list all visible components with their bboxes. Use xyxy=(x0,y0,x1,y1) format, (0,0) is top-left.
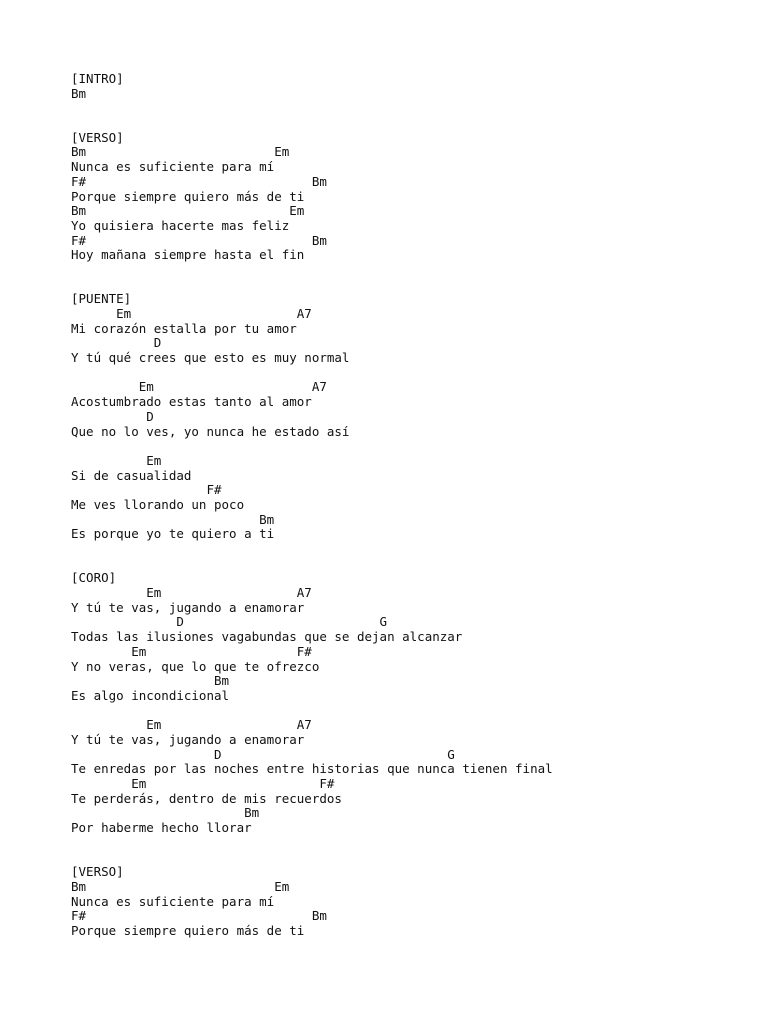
lyric-line: Y tú qué crees que esto es muy normal xyxy=(71,350,350,366)
blank-line xyxy=(71,850,751,865)
section-heading: [PUENTE] xyxy=(71,291,132,307)
chord-line: Em F# xyxy=(71,776,335,791)
lyric-line: Es algo incondicional xyxy=(71,687,230,703)
section-heading: [VERSO] xyxy=(71,864,124,880)
blank-line xyxy=(71,366,751,381)
lyric-line: Nunca es suficiente para mí xyxy=(71,893,275,909)
lyric-line: Mi corazón estalla por tu amor xyxy=(71,320,297,336)
blank-line xyxy=(71,557,751,572)
blank-line xyxy=(71,836,751,851)
lyric-line: Te perderás, dentro de mis recuerdos xyxy=(71,790,342,806)
chord-line: F# Bm xyxy=(71,232,327,248)
lyric-line: Me ves llorando un poco xyxy=(71,496,245,512)
lyric-line: Acostumbrado estas tanto al amor xyxy=(71,394,312,410)
chord-line: Bm xyxy=(71,511,275,527)
blank-line xyxy=(71,542,751,557)
chord-line: Em F# xyxy=(71,643,312,659)
chord-line: Em A7 xyxy=(71,306,312,321)
lyric-line: Porque siempre quiero más de ti xyxy=(71,188,305,204)
lyric-line: Te enredas por las noches entre historias que nunca tienen final xyxy=(71,761,553,777)
lyric-line: Que no lo ves, yo nunca he estado así xyxy=(71,423,350,439)
lyric-line: Todas las ilusiones vagabundas que se dejan alcanzar xyxy=(71,629,463,645)
blank-line xyxy=(71,101,751,116)
blank-line xyxy=(71,439,751,454)
chord-line: D G xyxy=(71,614,388,630)
chord-line: Em A7 xyxy=(71,379,327,395)
chord-line: Bm xyxy=(71,805,260,821)
lyric-line: Porque siempre quiero más de ti xyxy=(71,922,305,938)
section-heading: [INTRO] xyxy=(71,71,124,86)
lyric-line: Si de casualidad xyxy=(71,467,192,483)
lyric-line: Es porque yo te quiero a ti xyxy=(71,526,275,542)
chord-line: Bm xyxy=(71,85,87,101)
lyric-line: Hoy mañana siempre hasta el fin xyxy=(71,247,305,263)
lyric-line: Y tú te vas, jugando a enamorar xyxy=(71,599,305,615)
blank-line xyxy=(71,704,751,719)
chord-line: Em A7 xyxy=(71,585,312,601)
chord-line: D G xyxy=(71,746,455,762)
chord-line: Bm Em xyxy=(71,144,290,160)
blank-line xyxy=(71,116,751,131)
lyric-line: Y tú te vas, jugando a enamorar xyxy=(71,731,305,747)
lyric-line: Yo quisiera hacerte mas feliz xyxy=(71,217,290,233)
lyric-line: Por haberme hecho llorar xyxy=(71,820,252,836)
chord-line: D xyxy=(71,408,154,424)
chord-line: Bm Em xyxy=(71,878,290,894)
chord-line: Bm xyxy=(71,673,230,689)
blank-line xyxy=(71,263,751,278)
section-heading: [CORO] xyxy=(71,570,117,586)
chord-line: Em xyxy=(71,452,162,468)
lyric-line: Y no veras, que lo que te ofrezco xyxy=(71,658,320,674)
chord-line: Bm Em xyxy=(71,203,305,219)
lyric-line: Nunca es suficiente para mí xyxy=(71,159,275,175)
chord-line: F# Bm xyxy=(71,173,327,189)
chord-sheet xyxy=(71,72,751,939)
chord-line: Em A7 xyxy=(71,717,312,733)
chord-line: D xyxy=(71,335,162,351)
section-heading: [VERSO] xyxy=(71,129,124,145)
chord-line: F# Bm xyxy=(71,908,327,924)
chord-line: F# xyxy=(71,482,222,498)
blank-line xyxy=(71,278,751,293)
